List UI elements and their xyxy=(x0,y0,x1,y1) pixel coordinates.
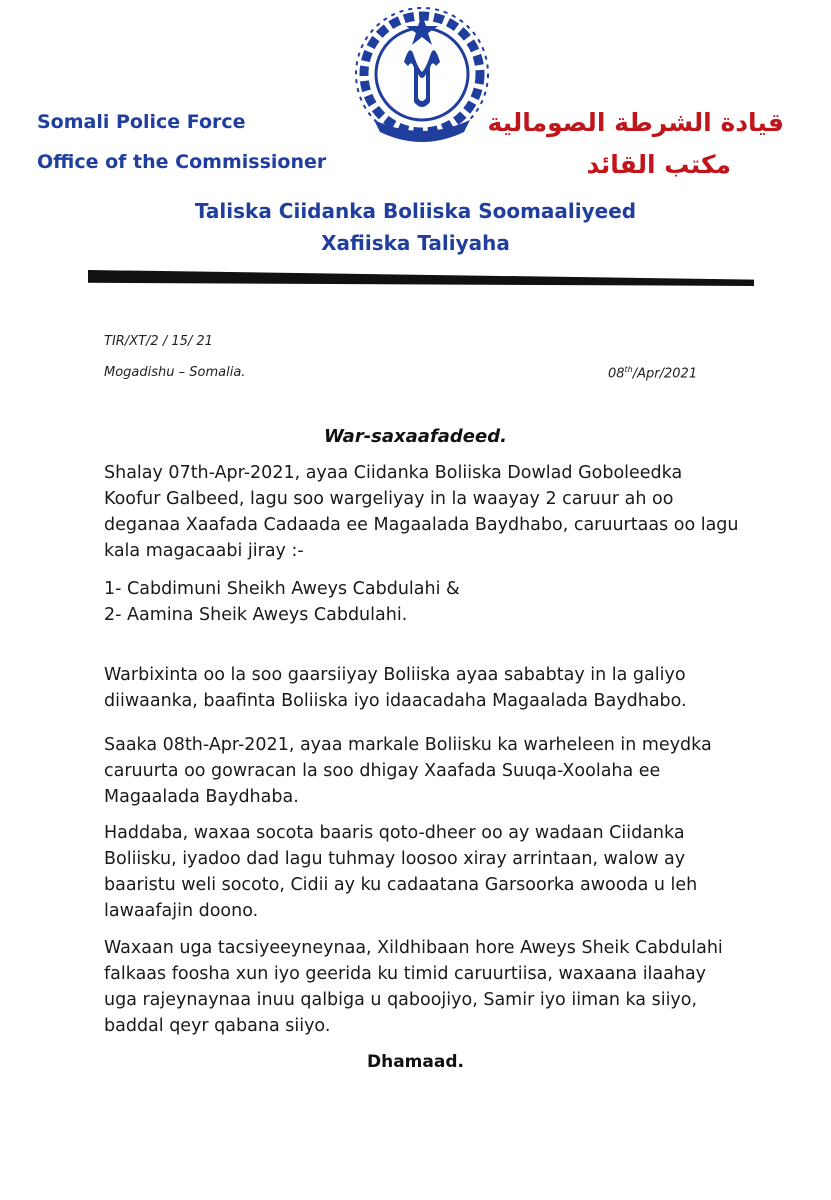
list-item: 2- Aamina Sheik Aweys Cabdulahi. xyxy=(104,605,408,625)
document-title: War-saxaafadeed. xyxy=(324,426,507,447)
location: Mogadishu – Somalia. xyxy=(104,365,246,380)
office-name-somali: Xafiiska Taliyaha xyxy=(321,231,510,255)
paragraph-4: Haddaba, waxaa socota baaris qoto-dheer oo ay wadaan Ciidanka Boliisku, iyadoo dad lagu tuhmay loosoo xiray arrintaan, walow ay baaristu weli socoto, Cidii ay ku cadaatana Garsoorka awooda u leh lawaafajin doono. xyxy=(104,823,698,921)
header-divider xyxy=(88,270,754,286)
org-name-somali: Taliska Ciidanka Boliiska Soomaaliyeed xyxy=(194,199,637,223)
date-suffix: th xyxy=(624,365,633,374)
paragraph-2: Warbixinta oo la soo gaarsiiyay Boliiska ayaa sababtay in la galiyo diiwaanka, baafinta Boliiska iyo idaacadaha Magaalada Baydhabo. xyxy=(104,665,687,711)
date-day: 08 xyxy=(608,366,625,382)
names-list xyxy=(104,576,744,628)
org-name-english: Somali Police Force xyxy=(37,111,246,133)
closing-text: Dhamaad. xyxy=(367,1052,464,1072)
date xyxy=(608,365,697,381)
reference-number: TIR/XT/2 / 15/ 21 xyxy=(104,334,213,349)
office-name-english: Office of the Commissioner xyxy=(37,151,327,173)
intro-paragraph: Shalay 07th-Apr-2021, ayaa Ciidanka Boliiska Dowlad Goboleedka Koofur Galbeed, lagu soo wargeliyay in la waayay 2 caruur ah oo deganaa Xaafada Cadaada ee Magaalada Baydhabo, caruurtaas oo lagu kala magacaabi jiray :- xyxy=(104,463,739,561)
paragraph-5: Waxaan uga tacsiyeeyneynaa, Xildhibaan hore Aweys Sheik Cabdulahi falkaas foosha xun iyo geerida ku timid caruurtiisa, waxaana ilaahay uga rajeynaynaa inuu qalbiga u qaboojiyo, Samir iyo iiman ka siiyo, baddal qeyr qabana siiyo. xyxy=(104,938,723,1036)
list-item: 1- Cabdimuni Sheikh Aweys Cabdulahi & xyxy=(104,579,460,599)
org-name-arabic: قيادة الشرطة الصومالية xyxy=(487,108,784,137)
paragraph-3: Saaka 08th-Apr-2021, ayaa markale Boliisku ka warheleen in meydka caruurta oo gowracan la soo dhigay Xaafada Suuqa-Xoolaha ee Magaalada Baydhaba. xyxy=(104,735,712,807)
office-name-arabic: مكتب القائد xyxy=(586,150,731,179)
date-rest: /Apr/2021 xyxy=(632,366,698,382)
